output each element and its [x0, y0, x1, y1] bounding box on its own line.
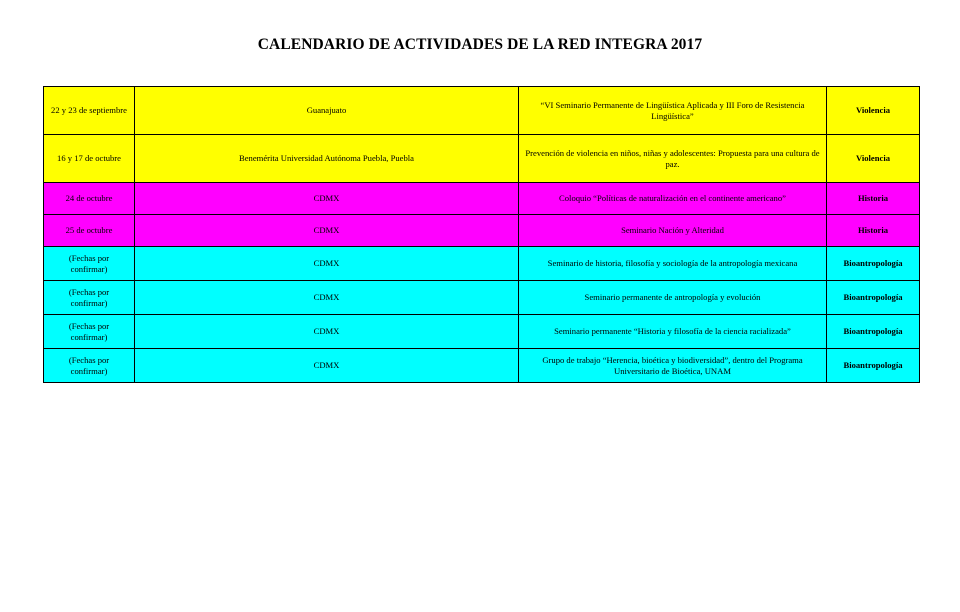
category-cell: Bioantropología — [827, 315, 920, 349]
category-cell: Historia — [827, 183, 920, 215]
event-cell: Seminario de historia, filosofía y sociología de la antropología mexicana — [519, 247, 827, 281]
event-cell: Seminario Nación y Alteridad — [519, 215, 827, 247]
date-cell: (Fechas por confirmar) — [44, 349, 135, 383]
place-cell: Benemérita Universidad Autónoma Puebla, Puebla — [135, 135, 519, 183]
table-row — [44, 87, 920, 135]
place-cell: CDMX — [135, 315, 519, 349]
date-cell: (Fechas por confirmar) — [44, 315, 135, 349]
date-cell: 24 de octubre — [44, 183, 135, 215]
place-cell: CDMX — [135, 349, 519, 383]
date-cell: 16 y 17 de octubre — [44, 135, 135, 183]
place-cell: CDMX — [135, 247, 519, 281]
event-cell: “VI Seminario Permanente de Lingüística Aplicada y III Foro de Resistencia Lingüística” — [519, 87, 827, 135]
event-cell: Seminario permanente “Historia y filosofía de la ciencia racializada” — [519, 315, 827, 349]
place-cell: CDMX — [135, 281, 519, 315]
event-cell: Prevención de violencia en niños, niñas y adolescentes: Propuesta para una cultura de paz. — [519, 135, 827, 183]
table-row — [44, 135, 920, 183]
event-cell: Coloquio “Políticas de naturalización en el continente americano” — [519, 183, 827, 215]
activities-calendar-table — [43, 86, 920, 383]
table-row — [44, 215, 920, 247]
event-cell: Seminario permanente de antropología y evolución — [519, 281, 827, 315]
table-row — [44, 183, 920, 215]
category-cell: Bioantropología — [827, 247, 920, 281]
place-cell: CDMX — [135, 183, 519, 215]
page-title: CALENDARIO DE ACTIVIDADES DE LA RED INTEGRA 2017 — [257, 36, 703, 53]
table-row — [44, 247, 920, 281]
category-cell: Bioantropología — [827, 349, 920, 383]
date-cell: (Fechas por confirmar) — [44, 281, 135, 315]
date-cell: (Fechas por confirmar) — [44, 247, 135, 281]
category-cell: Historia — [827, 215, 920, 247]
place-cell: CDMX — [135, 215, 519, 247]
category-cell: Violencia — [827, 135, 920, 183]
table-row — [44, 315, 920, 349]
table-row — [44, 349, 920, 383]
date-cell: 22 y 23 de septiembre — [44, 87, 135, 135]
category-cell: Violencia — [827, 87, 920, 135]
date-cell: 25 de octubre — [44, 215, 135, 247]
table-row — [44, 281, 920, 315]
category-cell: Bioantropología — [827, 281, 920, 315]
place-cell: Guanajuato — [135, 87, 519, 135]
event-cell: Grupo de trabajo “Herencia, bioética y biodiversidad”, dentro del Programa Universitario de Bioética, UNAM — [519, 349, 827, 383]
